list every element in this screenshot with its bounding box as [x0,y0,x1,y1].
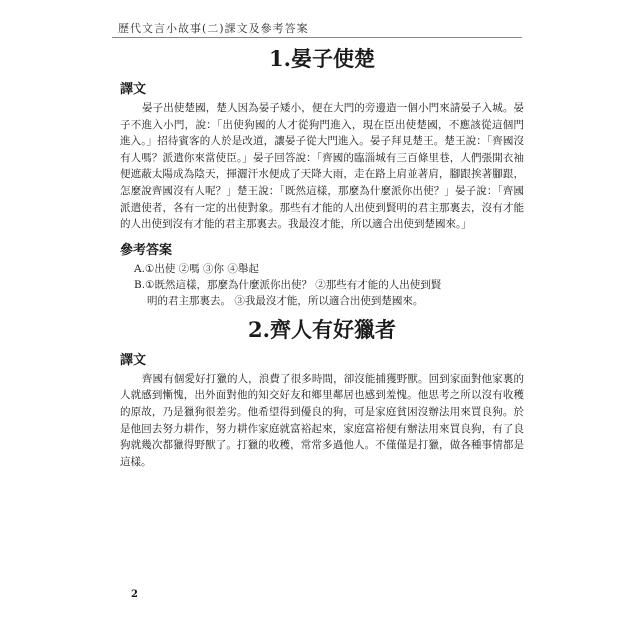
story-2-title: 2.齊人有好獵者 [248,316,396,342]
story-2-translation-heading: 譯文 [120,352,147,368]
story-2 [120,317,524,471]
page-content [120,44,524,470]
story-2-translation: 齊國有個愛好打獵的人，浪費了很多時間，卻沒能捕獲野獸。回到家面對他家裏的人就感到慚愧，出外面對他的知交好友和鄉里鄰居也感到羞愧。他思考之所以沒有收穫的原故，乃是獵狗很差劣。他希望得到優良的狗，可是家庭貧困沒辦法用來買良狗。於是他回去努力耕作，努力耕作家庭就富裕起來，家庭富裕便有辦法用來買良狗，有了良狗就幾次都獵得野獸了。打獵的收穫，常常多過他人。不僅僅是打獵，做各種事情都是這樣。 [120,372,524,468]
page-number: 2 [131,589,138,600]
story-1-title: 1.晏子使楚 [269,46,375,71]
running-header: 歷代文言小故事(二)課文及參考答案 [118,22,309,35]
answer-a: A.①出使 ②嗎 ③你 ④舉起 [134,262,259,275]
answer-b-line-2: 明的君主那裏去。 ③我最沒才能，所以適合出使到楚國來。 [147,294,424,307]
header-rule [112,37,522,38]
story-1 [120,46,524,309]
story-1-answers-heading: 參考答案 [120,242,173,258]
story-1-translation: 晏子出使楚國，楚人因為晏子矮小，便在大門的旁邊造一個小門來請晏子入城。晏子不進入小門，說：「出使狗國的人才從狗門進入，現在臣出使楚國，不應該從這個門進入。」招待賓客的人於是改道，讓晏子從大門進入。晏子拜見楚王。楚王說：「齊國沒有人嗎？派遣你來當使臣。」晏子回答說：「齊國的臨淄城有三百條里巷，人們張開衣袖便遮蔽太陽成為陰天，揮灑汗水便成了天降大雨，走在路上肩並著肩，腳跟挨著腳跟，怎麼說齊國沒有人呢？」楚王說：「既然這樣，那麼為什麼派你出使？」晏子說：「齊國派遣使者，各有一定的出使對象。那些有才能的人出使到賢明的君主那裏去，沒有才能的人出使到沒有才能的君主那裏去。我最沒才能，所以適合出使到楚國來。」 [120,102,524,231]
answer-b-line-1: B.①既然這樣，那麼為什麼派你出使？ ②那些有才能的人出使到賢 [134,278,442,291]
story-1-translation-heading: 譯文 [120,82,147,97]
